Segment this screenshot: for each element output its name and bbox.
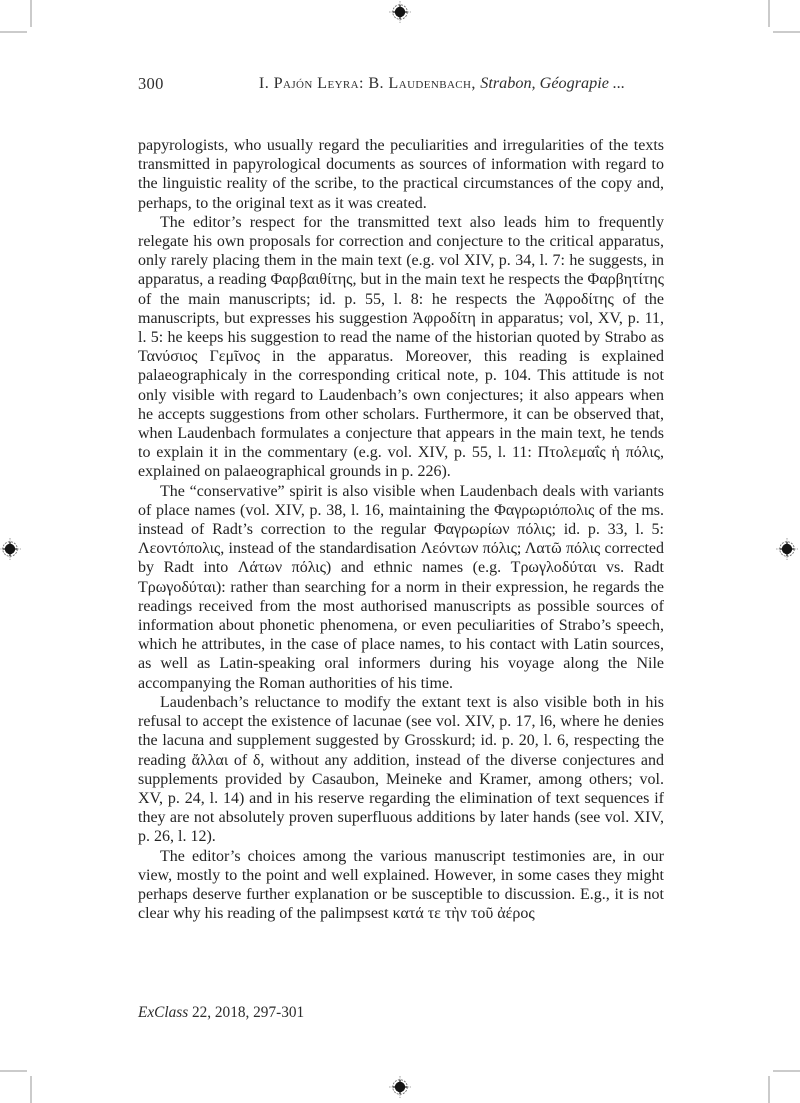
- crop-mark-bottom-right-vertical: [768, 1076, 770, 1103]
- crop-mark-top-right-horizontal: [773, 31, 800, 33]
- journal-citation: 22, 2018, 297-301: [188, 1004, 305, 1021]
- body-paragraph: papyrologists, who usually regard the peculiarities and irregularities of the texts transmitted in papyrological documents as sources of information with regard to the linguistic reality of the scribe, to the practical circumstances of the copy and, perhaps, to the original text as it was created.: [138, 137, 664, 212]
- crop-mark-bottom-left-horizontal: [0, 1070, 27, 1072]
- running-title-authors: I. Pajón Leyra: B. Laudenbach,: [258, 74, 481, 92]
- body-paragraph: Laudenbach’s reluctance to modify the extant text is also visible both in his refusal to accept the existence of lacunae (see vol. XIV, p. 17, l6, where he denies the lacuna and supplement suggested by Grosskurd; id. p. 20, l. 6, respecting the reading ἄλλαι of δ, without any addition, instead of the diverse conjectures and supplements provided by Casaubon, Meineke and Kramer, among others; vol. XV, p. 24, l. 14) and in his reserve regarding the elimination of text sequences if they are not absolutely proven superfluous additions by later hands (see vol. XIV, p. 26, l. 12).: [138, 693, 664, 846]
- registration-target-icon: [776, 538, 798, 560]
- registration-target-icon: [0, 538, 21, 560]
- page-header: [138, 74, 664, 96]
- journal-name: ExClass: [138, 1004, 189, 1021]
- crop-mark-bottom-right-horizontal: [773, 1070, 800, 1072]
- running-title-work: Strabon, Géograpie ...: [480, 74, 626, 92]
- page-number: 300: [138, 74, 164, 93]
- crop-mark-top-right-vertical: [768, 0, 770, 27]
- body-paragraph: The editor’s choices among the various manuscript testimonies are, in our view, mostly to the point and well explained. However, in some cases they might perhaps deserve further explanation or be susceptible to discussion. E.g., it is not clear why his reading of the palimpsest κατά τε τὴν τοῦ ἀέρος: [138, 847, 664, 923]
- body-paragraph: The editor’s respect for the transmitted text also leads him to frequently relegate his own proposals for correction and conjecture to the critical apparatus, only rarely placing them in the main text (e.g. vol XIV, p. 34, l. 7: he suggests, in apparatus, a reading Φαρβαιθίτης, but in the main text he respects the Φαρβητίτης of the main manuscripts; id. p. 55, l. 8: he respects the Ἀφροδίτης of the manuscripts, but expresses his suggestion Ἀφροδίτη in apparatus; vol, XV, p. 11, l. 5: he keeps his suggestion to read the name of the historian quoted by Strabo as Τανύσιος Γεμῖνος in the apparatus. Moreover, this reading is explained palaeographicaly in the corresponding critical note, p. 104. This attitude is not only visible with regard to Laudenbach’s own conjectures; it also appears when he accepts suggestions from other scholars. Furthermore, it can be observed that, when Laudenbach formulates a conjecture that appears in the main text, he tends to explain it in the commentary (e.g. vol. XIV, p. 55, l. 11: Πτολεμαΐς ἡ πόλις, explained on palaeographical grounds in p. 226).: [138, 213, 664, 481]
- crop-mark-top-left-horizontal: [0, 31, 27, 33]
- body-paragraph: The “conservative” spirit is also visible when Laudenbach deals with variants of place names (vol. XIV, p. 38, l. 16, maintaining the Φαγρωριόπολις of the ms. instead of Radt’s correction to the regular Φαγρωρίων πόλις; id. p. 33, l. 5: Λεοντόπολις, instead of the standardisation Λεόντων πόλις; Λατῶ πόλις corrected by Radt into Λάτων πόλις) and ethnic names (e.g. Τρωγλοδύται vs. Radt Τρωγοδύται): rather than searching for a norm in their expression, he regards the readings received from the most authorised manuscripts as possible sources of information about phonetic phenomena, or even peculiarities of Strabo’s speech, which he attributes, in the case of place names, to his contact with Latin sources, as well as Latin-speaking oral informers during his voyage along the Nile accompanying the Roman authorities of his time.: [138, 482, 664, 692]
- running-title: [202, 74, 682, 93]
- registration-target-icon: [389, 1, 411, 23]
- body-text: [138, 136, 664, 923]
- registration-target-icon: [389, 1076, 411, 1098]
- page-footer: [138, 1004, 304, 1022]
- crop-mark-bottom-left-vertical: [30, 1076, 32, 1103]
- crop-mark-top-left-vertical: [30, 0, 32, 27]
